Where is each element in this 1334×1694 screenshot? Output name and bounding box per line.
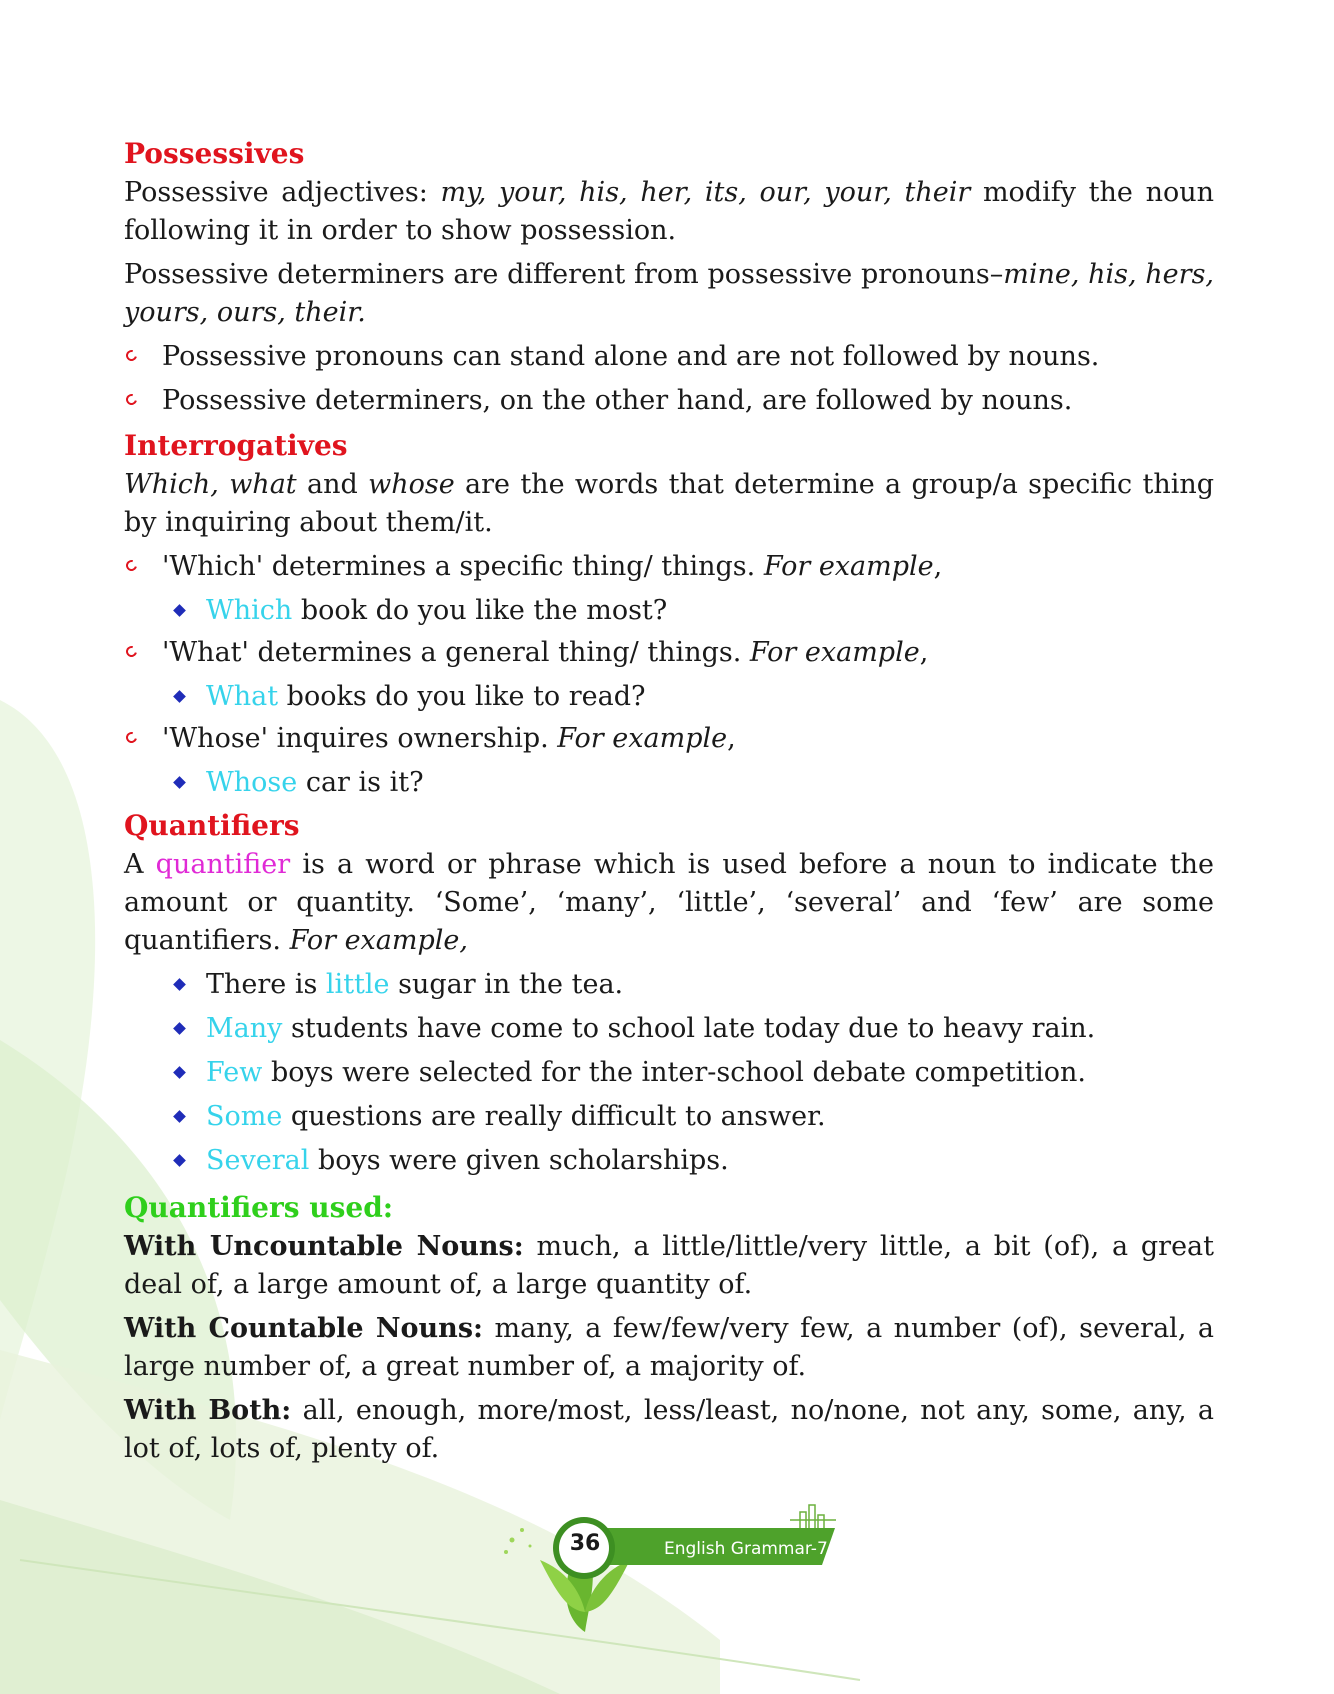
- section-heading-quantifiers-used: Quantifiers used:: [124, 1191, 394, 1224]
- example-item: Which book do you like the most?: [124, 592, 1214, 630]
- diamond-bullet-icon: [173, 1066, 186, 1079]
- city-skyline-icon: [790, 1505, 836, 1528]
- page-content: [124, 134, 1214, 1474]
- example-item: Several boys were given scholarships.: [124, 1142, 1214, 1180]
- diamond-bullet-icon: [173, 978, 186, 991]
- sparkle-dots-icon: [504, 1528, 532, 1554]
- example-item: Some questions are really difficult to answer.: [124, 1098, 1214, 1136]
- example-item: What books do you like to read?: [124, 678, 1214, 716]
- diamond-bullet-icon: [173, 1022, 186, 1035]
- section-heading-interrogatives: Interrogatives: [124, 429, 348, 462]
- circle-bullet-icon: [124, 348, 139, 363]
- circle-bullet-icon: [124, 730, 139, 745]
- diamond-bullet-icon: [173, 1154, 186, 1167]
- example-item: Whose car is it?: [124, 764, 1214, 802]
- diamond-bullet-icon: [173, 690, 186, 703]
- paragraph-both: With Both: all, enough, more/most, less/least, no/none, not any, some, any, a lot of, lots of, plenty of.: [124, 1395, 1214, 1464]
- list-item: 'Which' determines a specific thing/ things. For example,: [124, 548, 1214, 586]
- list-item: Possessive determiners, on the other hand, are followed by nouns.: [124, 382, 1214, 420]
- list-item: 'Whose' inquires ownership. For example,: [124, 720, 1214, 758]
- paragraph-countable: With Countable Nouns: many, a few/few/very few, a number (of), several, a large number of, a great number of, a majority of.: [124, 1313, 1214, 1382]
- example-item: There is little sugar in the tea.: [124, 966, 1214, 1004]
- circle-bullet-icon: [124, 558, 139, 573]
- paragraph-uncountable: With Uncountable Nouns: much, a little/little/very little, a bit (of), a great deal of, a large amount of, a large quantity of.: [124, 1231, 1215, 1300]
- example-item: Many students have come to school late today due to heavy rain.: [124, 1010, 1214, 1048]
- section-heading-quantifiers: Quantifiers: [124, 809, 300, 842]
- diamond-bullet-icon: [173, 1110, 186, 1123]
- list-item: Possessive pronouns can stand alone and are not followed by nouns.: [124, 338, 1214, 376]
- list-item: 'What' determines a general thing/ things. For example,: [124, 634, 1214, 672]
- page-number: 36: [569, 1531, 601, 1556]
- diamond-bullet-icon: [173, 604, 186, 617]
- book-title: English Grammar-7: [664, 1539, 828, 1559]
- section-heading-possessives: Possessives: [124, 137, 305, 170]
- paragraph-possessive-determiners: Possessive determiners are different from possessive pronouns–mine, his, hers, yours, ours, their.: [124, 259, 1215, 328]
- paragraph-quantifiers: A quantifier is a word or phrase which is used before a noun to indicate the amount or quantity. ‘Some’, ‘many’, ‘little’, ‘several’ and ‘few’ are some quantifiers. For example,: [124, 849, 1214, 956]
- example-item: Few boys were selected for the inter-school debate competition.: [124, 1054, 1214, 1092]
- diamond-bullet-icon: [173, 776, 186, 789]
- circle-bullet-icon: [124, 644, 139, 659]
- paragraph-interrogatives: Which, what and whose are the words that determine a group/a specific thing by inquiring about them/it.: [124, 469, 1215, 538]
- circle-bullet-icon: [124, 392, 139, 407]
- paragraph-possessive-adjectives: Possessive adjectives: my, your, his, her, its, our, your, their modify the noun following it in order to show possession.: [124, 177, 1214, 246]
